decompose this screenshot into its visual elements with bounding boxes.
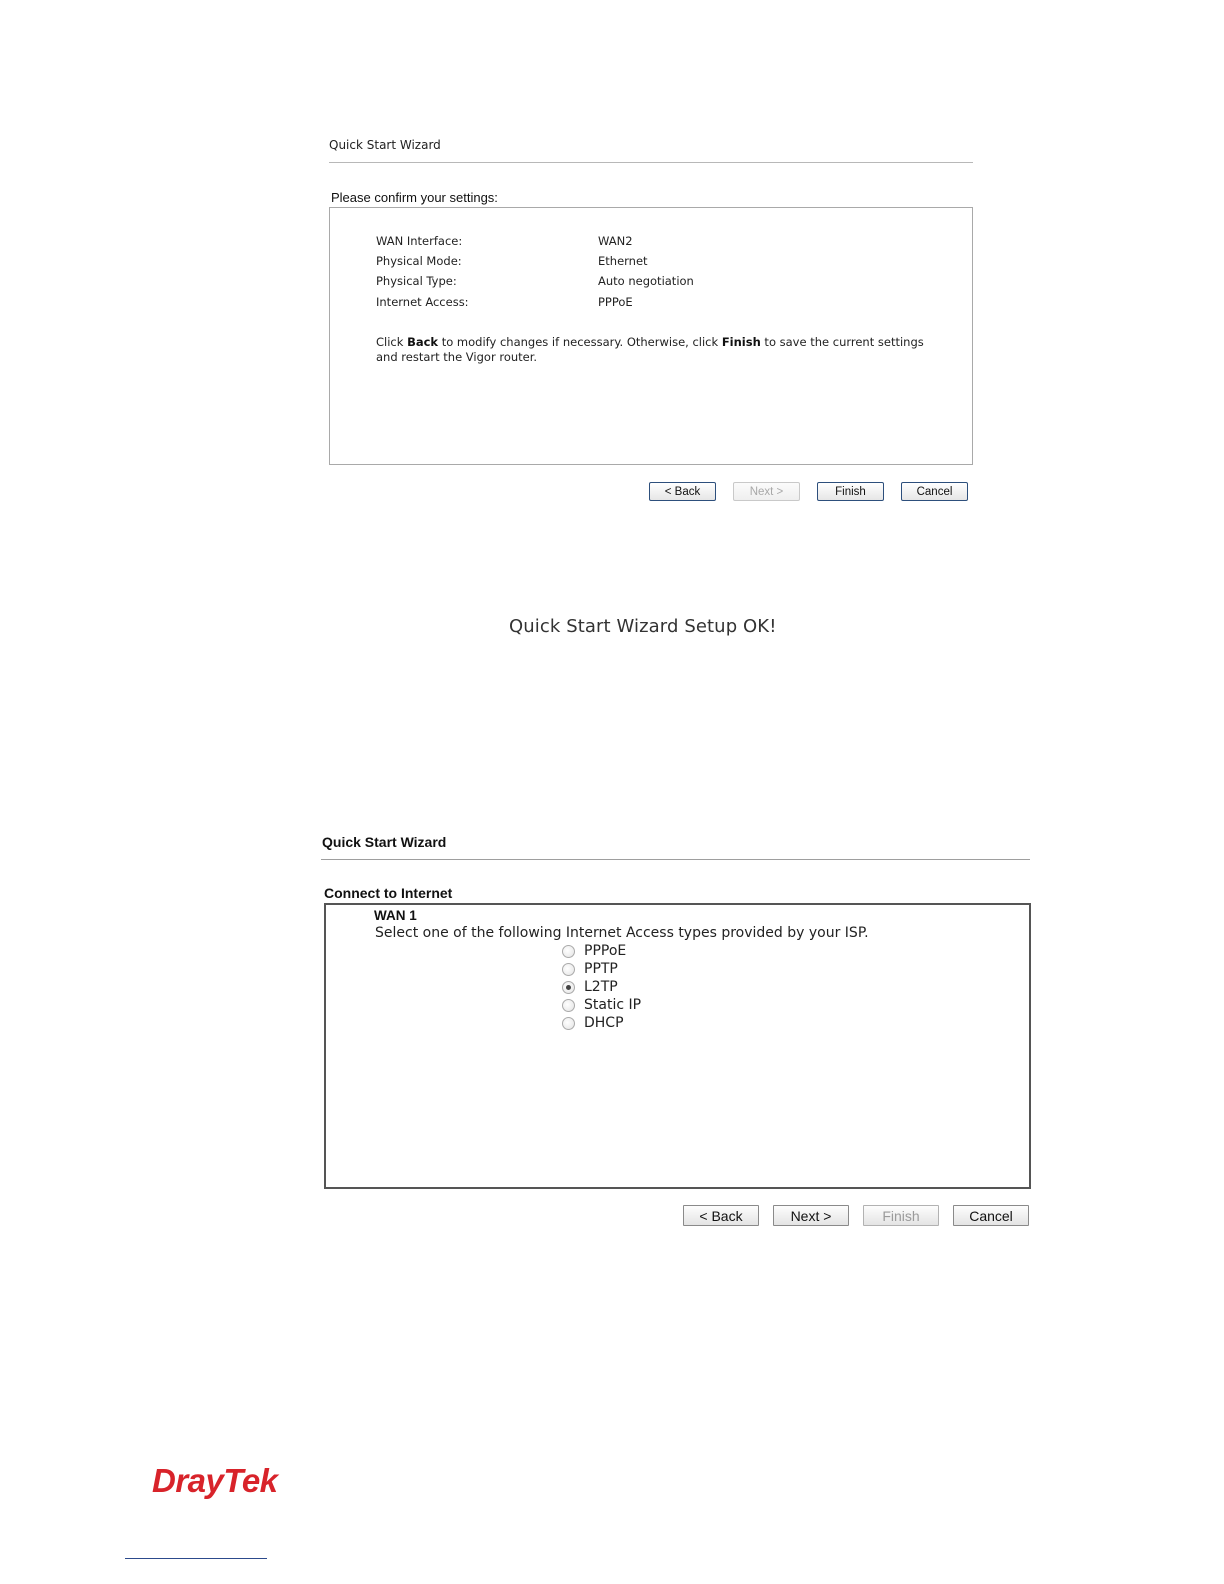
option-label: Static IP [584, 997, 642, 1013]
option-pptp[interactable] [562, 961, 618, 977]
radio-dhcp[interactable] [562, 1017, 575, 1030]
wan-label: WAN 1 [374, 908, 417, 923]
radio-pptp[interactable] [562, 963, 575, 976]
summary-value-wan-interface: WAN2 [598, 234, 633, 248]
footer-divider [125, 1558, 267, 1559]
summary-value-physical-mode: Ethernet [598, 254, 648, 268]
cancel-button[interactable]: Cancel [953, 1205, 1029, 1226]
wizard-title: Quick Start Wizard [322, 834, 447, 850]
next-button: Next > [733, 482, 800, 501]
summary-label-physical-type: Physical Type: [376, 274, 457, 288]
title-divider [329, 162, 973, 163]
title-divider [321, 859, 1030, 860]
cancel-button[interactable]: Cancel [901, 482, 968, 501]
summary-value-physical-type: Auto negotiation [598, 274, 694, 288]
summary-label-wan-interface: WAN Interface: [376, 234, 463, 248]
option-l2tp[interactable] [562, 979, 618, 995]
next-button[interactable]: Next > [773, 1205, 849, 1226]
radio-static-ip[interactable] [562, 999, 575, 1012]
draytek-logo: DrayTek [152, 1462, 278, 1499]
option-static-ip[interactable] [562, 997, 641, 1013]
radio-pppoe[interactable] [562, 945, 575, 958]
back-button[interactable]: < Back [649, 482, 716, 501]
summary-label-internet-access: Internet Access: [376, 295, 469, 309]
finish-button[interactable]: Finish [817, 482, 884, 501]
option-label: L2TP [584, 979, 618, 995]
option-label: PPPoE [584, 943, 627, 959]
connect-to-internet-panel [324, 903, 1031, 1189]
confirm-instructions: Click Back to modify changes if necessary. Otherwise, click Finish to save the current settings and restart the Vigor router. [376, 335, 924, 364]
wizard-title: Quick Start Wizard [329, 138, 441, 152]
summary-value-internet-access: PPPoE [598, 295, 633, 309]
option-dhcp[interactable] [562, 1015, 624, 1031]
confirm-settings-heading: Please confirm your settings: [331, 190, 498, 205]
access-type-instruction: Select one of the following Internet Access types provided by your ISP. [375, 925, 869, 941]
setup-ok-message: Quick Start Wizard Setup OK! [509, 616, 777, 637]
option-pppoe[interactable] [562, 943, 626, 959]
back-button[interactable]: < Back [683, 1205, 759, 1226]
radio-l2tp[interactable] [562, 981, 575, 994]
summary-label-physical-mode: Physical Mode: [376, 254, 462, 268]
finish-button: Finish [863, 1205, 939, 1226]
connect-to-internet-heading: Connect to Internet [324, 885, 453, 901]
option-label: DHCP [584, 1015, 624, 1031]
option-label: PPTP [584, 961, 618, 977]
